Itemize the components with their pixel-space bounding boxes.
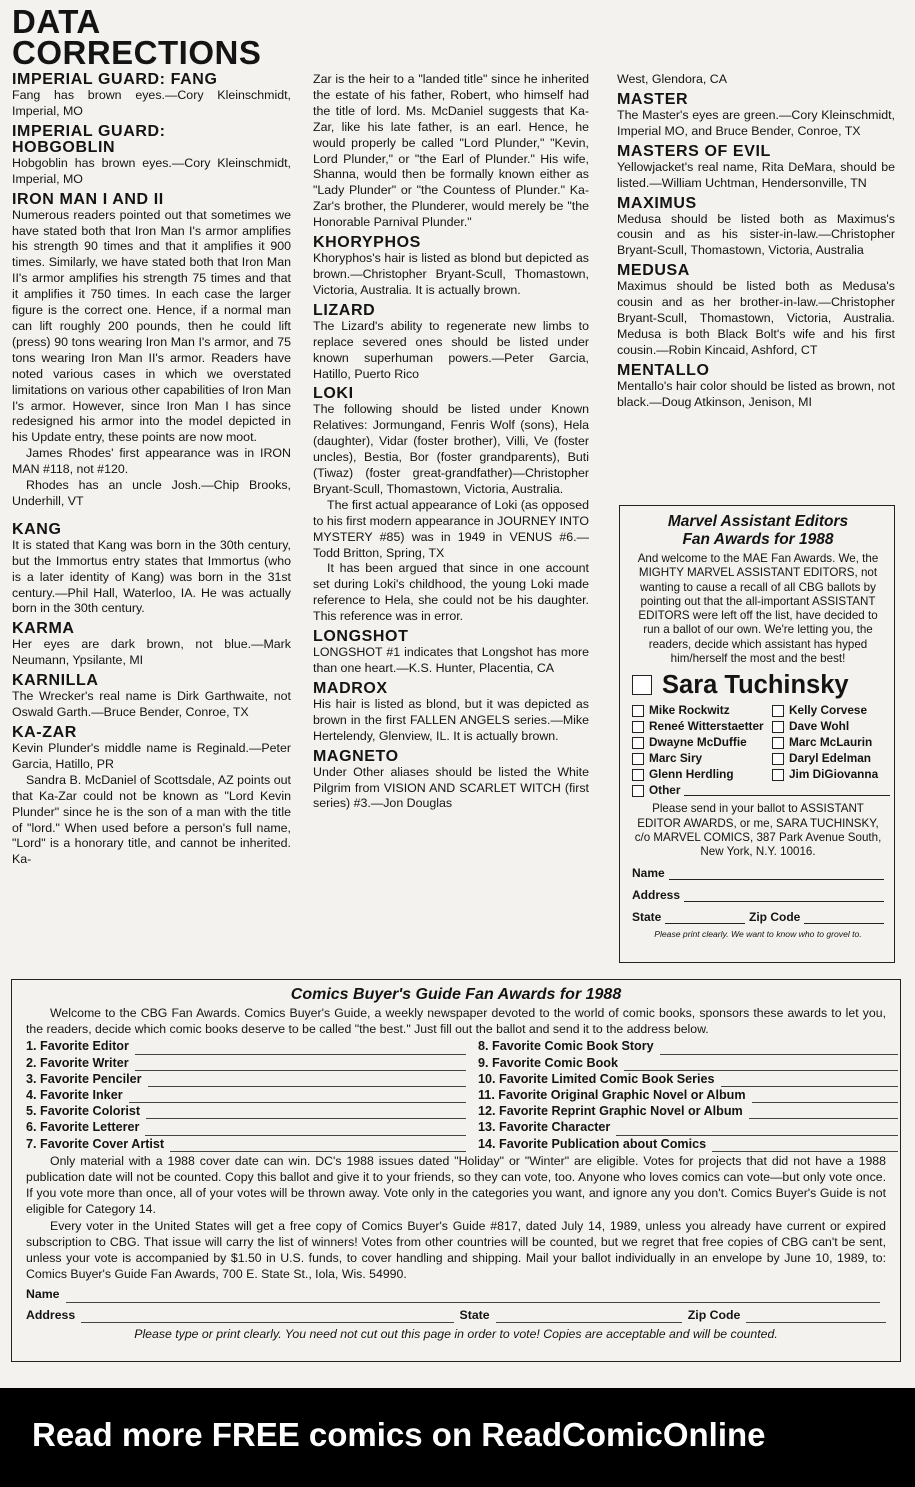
checkbox[interactable] [772,753,784,765]
write-in-line[interactable] [749,1107,898,1119]
entry-heading: MASTER [617,90,689,108]
candidate-name: Other [649,783,681,798]
write-in-line[interactable] [148,1075,467,1087]
field-line[interactable] [496,1311,682,1323]
category-item[interactable] [478,1136,898,1152]
entry-text: The Master's eyes are green.—Cory Kleinschmidt, Imperial MO, and Bruce Bender, Conroe, TX [617,107,895,138]
candidate-name: Reneé Witterstaetter [649,719,764,734]
state-zip-field[interactable] [632,910,884,924]
page-title-line2: CORRECTIONS [12,34,262,71]
mae-title: Fan Awards for 1988 [682,531,834,548]
category-label: 3. Favorite Penciler [26,1071,142,1086]
field-label: Name [632,865,665,880]
entry-text: Mentallo's hair color should be listed as brown, not black.—Doug Atkinson, Jenison, MI [617,378,895,409]
category-label: 8. Favorite Comic Book Story [478,1039,654,1054]
category-column-right [478,1038,898,1151]
checkbox[interactable] [632,675,652,695]
category-label: 5. Favorite Colorist [26,1104,141,1119]
field-line[interactable] [81,1311,453,1323]
candidate-name: Dave Wohl [789,719,850,734]
category-label: 14. Favorite Publication about Comics [478,1136,707,1151]
field-label: State [459,1307,490,1322]
write-in-line[interactable] [145,1124,466,1136]
page-title-line1: DATA [12,3,101,40]
write-in-line[interactable] [135,1059,466,1071]
entry-heading: IMPERIAL GUARD: FANG [12,72,218,88]
field-line[interactable] [684,889,884,902]
entry-text: Sandra B. McDaniel of Scottsdale, AZ points out that Ka-Zar could not be known as "Lord Kevin Plunder" since he is the son of a man with the title of "lord." When used before a person's full name, "Lord" is a honorary title, and cannot be inherited. Ka- [12,772,291,867]
entry-heading: LONGSHOT [313,628,409,646]
category-label: 7. Favorite Cover Artist [26,1136,165,1151]
entry-text: LONGSHOT #1 indicates that Longshot has more than one heart.—K.S. Hunter, Placentia, CA [313,645,589,675]
entry-text: West, Glendora, CA [617,72,727,86]
write-in-line[interactable] [712,1140,898,1152]
candidate-option[interactable] [632,735,772,750]
checkbox[interactable] [772,705,784,717]
category-label: 2. Favorite Writer [26,1055,129,1070]
mae-ballot [619,505,895,963]
entry-heading: LOKI [313,385,354,403]
cbg-ballot [11,979,901,1362]
candidate-option[interactable] [772,719,890,734]
entry-heading: MAXIMUS [617,194,697,212]
write-in-line[interactable] [721,1075,898,1087]
entry-text: The first actual appearance of Loki (as opposed to his first modern appearance in JOURNEY INTO MYSTERY #85) was in 1949 in VENUS #6.—Todd Britton, Spring, TX [313,497,589,560]
checkbox[interactable] [632,785,644,797]
entry-heading: MENTALLO [617,361,710,379]
write-in-line[interactable] [146,1107,466,1119]
promo-banner-text[interactable]: Read more FREE comics on ReadComicOnline [32,1416,766,1453]
entry-text: Medusa should be listed both as Maximus's cousin and as his sister-in-law.—Christopher Bryant-Scull, Thomastown, Victoria, Australia [617,211,895,258]
name-field[interactable] [26,1286,886,1302]
category-label: 12. Favorite Reprint Graphic Novel or Album [478,1104,743,1119]
category-item[interactable] [26,1071,466,1087]
checkbox[interactable] [632,721,644,733]
candidate-name: Marc Siry [649,751,703,766]
lead-candidate-name: Sara Tuchinsky [662,671,849,700]
checkbox[interactable] [632,737,644,749]
category-item[interactable] [478,1055,898,1071]
candidate-name: Marc McLaurin [789,735,873,750]
category-label: 6. Favorite Letterer [26,1120,140,1135]
category-item[interactable] [478,1119,898,1135]
candidate-option[interactable] [772,703,890,718]
write-in-line[interactable] [129,1091,466,1103]
entry-heading: KANG [12,520,62,538]
candidate-name: Glenn Herdling [649,767,734,782]
mae-title: Marvel Assistant Editors [667,513,849,530]
entry-heading: MAGNETO [313,747,399,765]
checkbox[interactable] [772,737,784,749]
candidate-name: Daryl Edelman [789,751,871,766]
candidate-option[interactable] [772,767,890,782]
category-item[interactable] [478,1038,898,1054]
category-item[interactable] [478,1087,898,1103]
category-label: 11. Favorite Original Graphic Novel or Album [478,1088,746,1103]
entry-heading: MADROX [313,679,388,697]
cbg-free-copy: Every voter in the United States will get a free copy of Comics Buyer's Guide #817, dated July 14, 1989, unless you already have current or expired subscription to CBG. That issue will carry the list of winners! Votes from other countries will be counted, but we regret that free copies of CBG can't be sent, unless your vote is accompanied by $1.50 in U.S. funds, to cover handling and shipping. Mail your ballot individually in an envelope by June 10, 1989, to: Comics Buyer's Guide Fan Awards, 700 E. State St., Iola, Wis. 54990. [26,1218,886,1282]
category-item[interactable] [26,1038,466,1054]
category-label: 13. Favorite Character [478,1120,611,1135]
entry-heading: IRON MAN I AND II [12,190,164,208]
page-title [12,3,262,71]
write-in-line[interactable] [135,1043,466,1055]
field-label: Zip Code [687,1307,741,1322]
checkbox[interactable] [772,721,784,733]
cbg-rules: Only material with a 1988 cover date can win. DC's 1988 issues dated "Holiday" or "Winter" are eligible. Votes for projects that did not have a 1988 publication date will not be counted. Copy this ballot and give it to your friends, so they can vote, too. Anyone who loves comics can vote—but only vote once. If you vote more than once, all of your votes will be thrown away. Vote only in the categories you want, and ignore any you don't. Comics Buyer's Guide is not eligible for Category 14. [26,1153,886,1217]
mae-send-address: Please send in your ballot to ASSISTANT EDITOR AWARDS, or me, SARA TUCHINSKY, c/o MARVEL COMICS, 387 Park Avenue South, New York, N.Y. 10016. [634,802,882,859]
field-line[interactable] [746,1311,886,1323]
checkbox[interactable] [772,769,784,781]
cbg-footnote: Please type or print clearly. You need not cut out this page in order to vote! Copies are acceptable and will be counted. [134,1326,778,1341]
field-label: Zip Code [749,910,801,925]
other-write-in-line[interactable] [684,785,890,796]
entry-heading: KARNILLA [12,672,99,690]
category-label: 10. Favorite Limited Comic Book Series [478,1071,715,1086]
entry-text: Khoryphos's hair is listed as blond but depicted as brown.—Christopher Bryant-Scull, Thomastown, Victoria, Australia. It is actually brown. [313,251,589,297]
entry-text: The following should be listed under Known Relatives: Jormungand, Fenris Wolf (sons), Hela (daughter), Vidar (foster brother), Villi, Ve (foster uncles), Bestia, Bor (foster grandparents), Buti (Tiwaz) (foster great-grandfather)—Christopher Bryant-Scull, Thomastown, Victoria, Australia. [313,402,589,496]
category-label: 4. Favorite Inker [26,1088,123,1103]
heading-line: HOBGOBLIN [12,138,116,156]
category-item[interactable] [478,1103,898,1119]
candidate-name: Jim DiGiovanna [789,767,879,782]
field-line[interactable] [66,1291,881,1303]
entry-text: Under Other aliases should be listed the White Pilgrim from VISION AND SCARLET WITCH (first series) #3.—Jon Douglas [313,764,589,811]
entry-heading: LIZARD [313,301,376,319]
entry-text: The Wrecker's real name is Dirk Garthwaite, not Oswald Garth.—Bruce Bender, Conroe, TX [12,689,291,720]
category-item[interactable] [478,1071,898,1087]
write-in-line[interactable] [624,1059,898,1071]
category-item[interactable] [26,1119,466,1135]
mae-intro: And welcome to the MAE Fan Awards. We, the MIGHTY MARVEL ASSISTANT EDITORS, not wanting to cause a recall of all CBG ballots by pointing out that the all-important ASSISTANT EDITORS were left off the list, have decided to run a ballot of our own. We're letting you, the readers, decide which assistant has hyped him/herself the most and the best! [637,552,879,666]
name-field[interactable] [632,866,884,880]
category-list [26,1038,886,1151]
candidate-option[interactable] [632,751,772,766]
entry-text: Rhodes has an uncle Josh.—Chip Brooks, Underhill, VT [12,478,291,508]
candidate-option[interactable] [772,751,890,766]
entry-text: Zar is the heir to a "landed title" since he inherited the estate of his father, Robert, who himself had the title of lord. Ms. McDaniel suggests that Ka-Zar, like his late father, is an earl. Hence, he would properly be called "Lord Plunder," "Kevin, Lord Plunder," or "the Earl of Plunder." His wife, Shanna, would then be formally known either as "Lady Plunder" or "the Countess of Plunder." Ka-Zar's brother, the Plunderer, would merely be "the Honorable Parnival Plunder." [313,72,589,230]
field-line[interactable] [804,911,884,924]
checkbox[interactable] [632,705,644,717]
category-column-left [26,1038,466,1151]
text-column-2 [313,72,589,978]
checkbox[interactable] [632,769,644,781]
address-field[interactable] [26,1307,886,1323]
candidate-name: Dwayne McDuffie [649,735,747,750]
field-label: Address [632,887,681,902]
category-item[interactable] [26,1087,466,1103]
entry-text: Her eyes are dark brown, not blue.—Mark Neumann, Ypsilante, MI [12,637,291,668]
field-label: Address [26,1307,76,1322]
entry-heading: MEDUSA [617,262,690,280]
candidate-option[interactable] [772,735,890,750]
entry-text: Numerous readers pointed out that sometimes we have stated both that Iron Man I's armor amplifies his strength 90 times and that it amplifies it 900 times. Similarly, we have stated both that Iron Man II's armor amplifies his strength 75 times and that it amplifies it 750 times. In each case the larger figure is the correct one. Hence, if a normal man can lift roughly 200 pounds, then he could lift (press) 90 tons wearing Iron Man I's armor, and 75 tons wearing Iron Man II's armor. Readers have noted various cases in which we overstated limitations on various other capabilities of Iron Man I's armor. However, since Iron Man I has since redesigned his armor into the model depicted in his Update entry, these points are now moot. [12,207,291,445]
candidate-name: Mike Rockwitz [649,703,730,718]
write-in-line[interactable] [660,1043,898,1055]
category-item[interactable] [26,1103,466,1119]
entry-text: Maximus should be listed both as Medusa's cousin and as her brother-in-law.—Christopher Bryant-Scull, Thomastown, Victoria, Australia. Medusa is both Black Bolt's wife and his first cousin.—Robin Kincaid, Ashford, CT [617,279,895,357]
candidate-name: Kelly Corvese [789,703,868,718]
text-column-1 [12,72,291,978]
candidate-option-other[interactable] [632,783,890,798]
entry-heading: MASTERS OF EVIL [617,142,771,160]
category-item[interactable] [26,1136,466,1152]
address-field[interactable] [632,888,884,902]
lead-candidate[interactable] [632,671,884,699]
entry-text: It is stated that Kang was born in the 30th century, but the Immortus entry states that Immortus (who is a later identity of Kang) was born in the 31st century.—Phil Hall, Waterloo, IA. He was actually born in the 30th century. [12,537,291,616]
write-in-line[interactable] [616,1124,898,1136]
mae-fine-print: Please print clearly. We want to know who to grovel to. [654,929,862,940]
cbg-title: Comics Buyer's Guide Fan Awards for 1988 [290,986,622,1003]
entry-text: His hair is listed as blond, but it was depicted as brown in the first FALLEN ANGELS series.—Mike Hertelendy, Glenview, IL. It is actually brown. [313,696,589,743]
checkbox[interactable] [632,753,644,765]
entry-text: The Lizard's ability to regenerate new limbs to replace severed ones should be listed under known superhuman powers.—Peter Garcia, Hatillo, Puerto Rico [313,318,589,381]
promo-banner[interactable] [0,1388,915,1487]
write-in-line[interactable] [170,1140,466,1152]
entry-heading: KARMA [12,620,75,638]
entry-text: Fang has brown eyes.—Cory Kleinschmidt, Imperial, MO [12,88,291,118]
entry-heading: KA-ZAR [12,724,77,741]
entry-text: James Rhodes' first appearance was in IRON MAN #118, not #120. [12,446,291,477]
field-line[interactable] [665,911,745,924]
candidate-option[interactable] [632,767,772,782]
candidate-list [632,703,884,798]
field-label: State [632,910,662,925]
entry-text: Yellowjacket's real name, Rita DeMara, should be listed.—William Uchtman, Hendersonville, TN [617,159,895,190]
category-label: 1. Favorite Editor [26,1039,129,1054]
text-column-3 [617,72,895,492]
entry-text: Hobgoblin has brown eyes.—Cory Kleinschmidt, Imperial, MO [12,155,291,186]
candidate-option[interactable] [632,719,772,734]
candidate-option[interactable] [632,703,772,718]
entry-text: Kevin Plunder's middle name is Reginald.—Peter Garcia, Hatillo, PR [12,741,291,771]
entry-text: It has been argued that since in one account set during Loki's childhood, the young Loki made reference to Hela, she could not be his daughter. This reference was in error. [313,561,589,624]
field-line[interactable] [669,867,884,880]
write-in-line[interactable] [752,1091,898,1103]
category-item[interactable] [26,1055,466,1071]
cbg-intro: Welcome to the CBG Fan Awards. Comics Buyer's Guide, a weekly newspaper devoted to the world of comic books, sponsors these awards to let you, the readers, decide which comic books deserve to be called "the best." Just fill out the ballot and send it to the address below. [26,1006,886,1037]
field-label: Name [26,1287,60,1302]
heading-line: IMPERIAL GUARD: [12,122,166,140]
category-label: 9. Favorite Comic Book [478,1055,618,1070]
entry-heading: KHORYPHOS [313,234,421,252]
entry-heading [12,124,291,156]
